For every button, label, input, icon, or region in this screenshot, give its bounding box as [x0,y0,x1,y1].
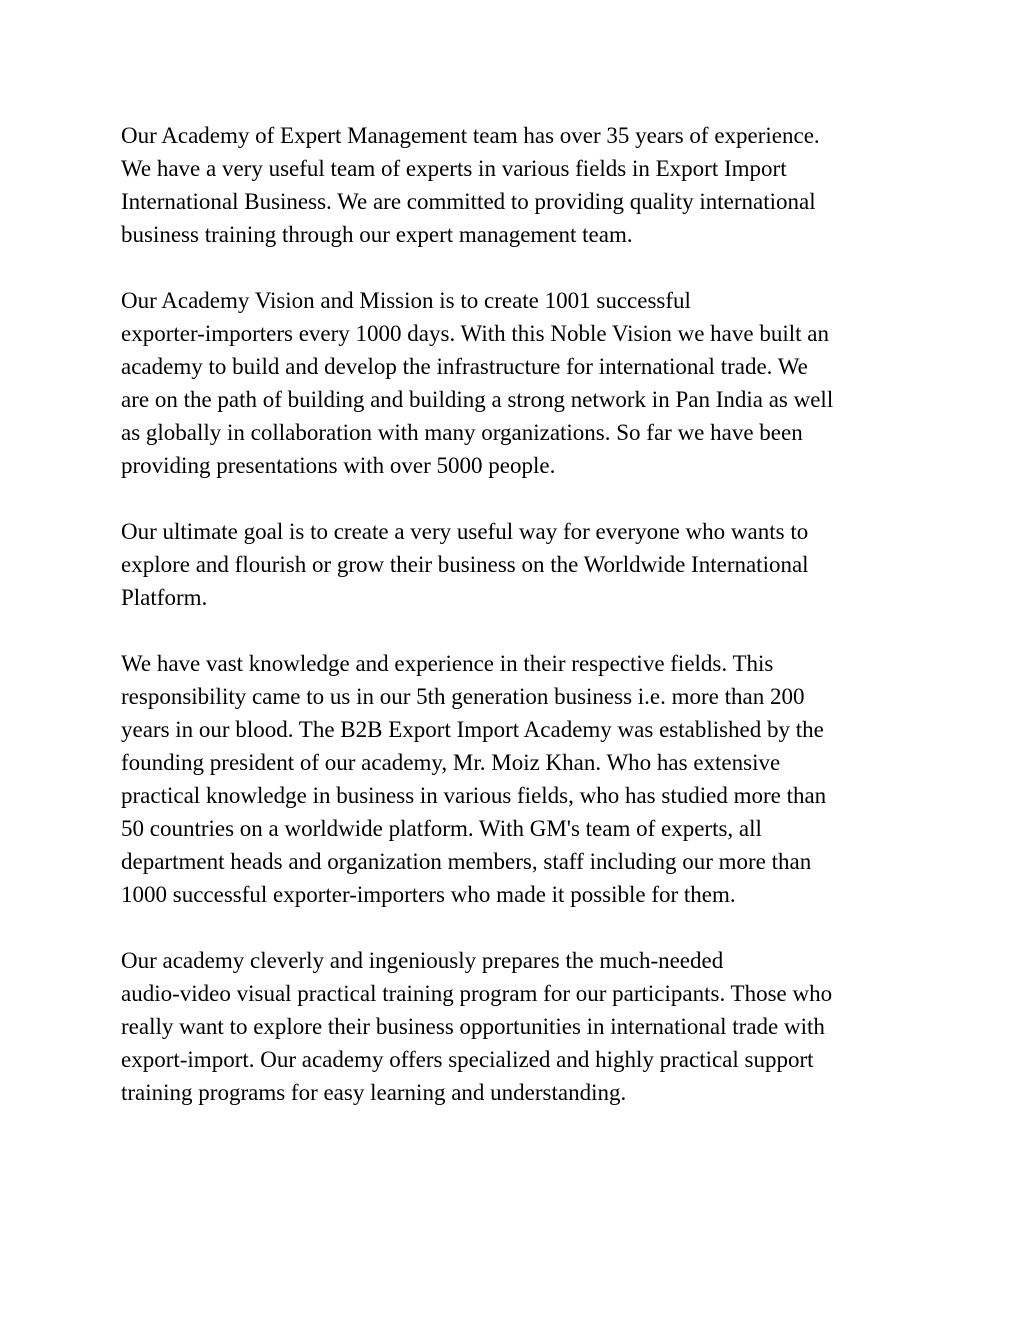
text-line: providing presentations with over 5000 people. [121,453,556,478]
text-line: business training through our expert management team. [121,222,633,247]
document-body [121,119,911,1142]
text-line: Our ultimate goal is to create a very useful way for everyone who wants to [121,519,809,544]
text-line: training programs for easy learning and understanding. [121,1080,627,1105]
text-line: 1000 successful exporter-importers who made it possible for them. [121,882,736,907]
text-line: 50 countries on a worldwide platform. With GM's team of experts, all [121,816,762,841]
text-line: practical knowledge in business in various fields, who has studied more than [121,783,827,808]
text-line: We have a very useful team of experts in various fields in Export Import [121,156,787,181]
text-line: We have vast knowledge and experience in their respective fields. This [121,651,774,676]
text-line: Our Academy of Expert Management team has over 35 years of experience. [121,123,820,148]
text-line: International Business. We are committed to providing quality international [121,189,816,214]
text-line: Platform. [121,585,208,610]
text-line: responsibility came to us in our 5th generation business i.e. more than 200 [121,684,805,709]
paragraph-ultimate-goal [121,515,911,614]
text-line: audio-video visual practical training program for our participants. Those who [121,981,833,1006]
paragraph-vision-mission [121,284,911,482]
text-line: years in our blood. The B2B Export Import Academy was established by the [121,717,824,742]
text-line: Our Academy Vision and Mission is to create 1001 successful [121,288,691,313]
text-line: founding president of our academy, Mr. Moiz Khan. Who has extensive [121,750,781,775]
text-line: department heads and organization members, staff including our more than [121,849,812,874]
text-line: as globally in collaboration with many organizations. So far we have been [121,420,803,445]
paragraph-knowledge-experience [121,647,911,911]
text-line: exporter-importers every 1000 days. With this Noble Vision we have built an [121,321,829,346]
text-line: explore and flourish or grow their business on the Worldwide International [121,552,809,577]
text-line: are on the path of building and building a strong network in Pan India as well [121,387,834,412]
paragraph-experience [121,119,911,251]
text-line: Our academy cleverly and ingeniously prepares the much-needed [121,948,724,973]
text-line: export-import. Our academy offers specialized and highly practical support [121,1047,814,1072]
text-line: really want to explore their business opportunities in international trade with [121,1014,825,1039]
paragraph-training-programs [121,944,911,1109]
text-line: academy to build and develop the infrastructure for international trade. We [121,354,808,379]
